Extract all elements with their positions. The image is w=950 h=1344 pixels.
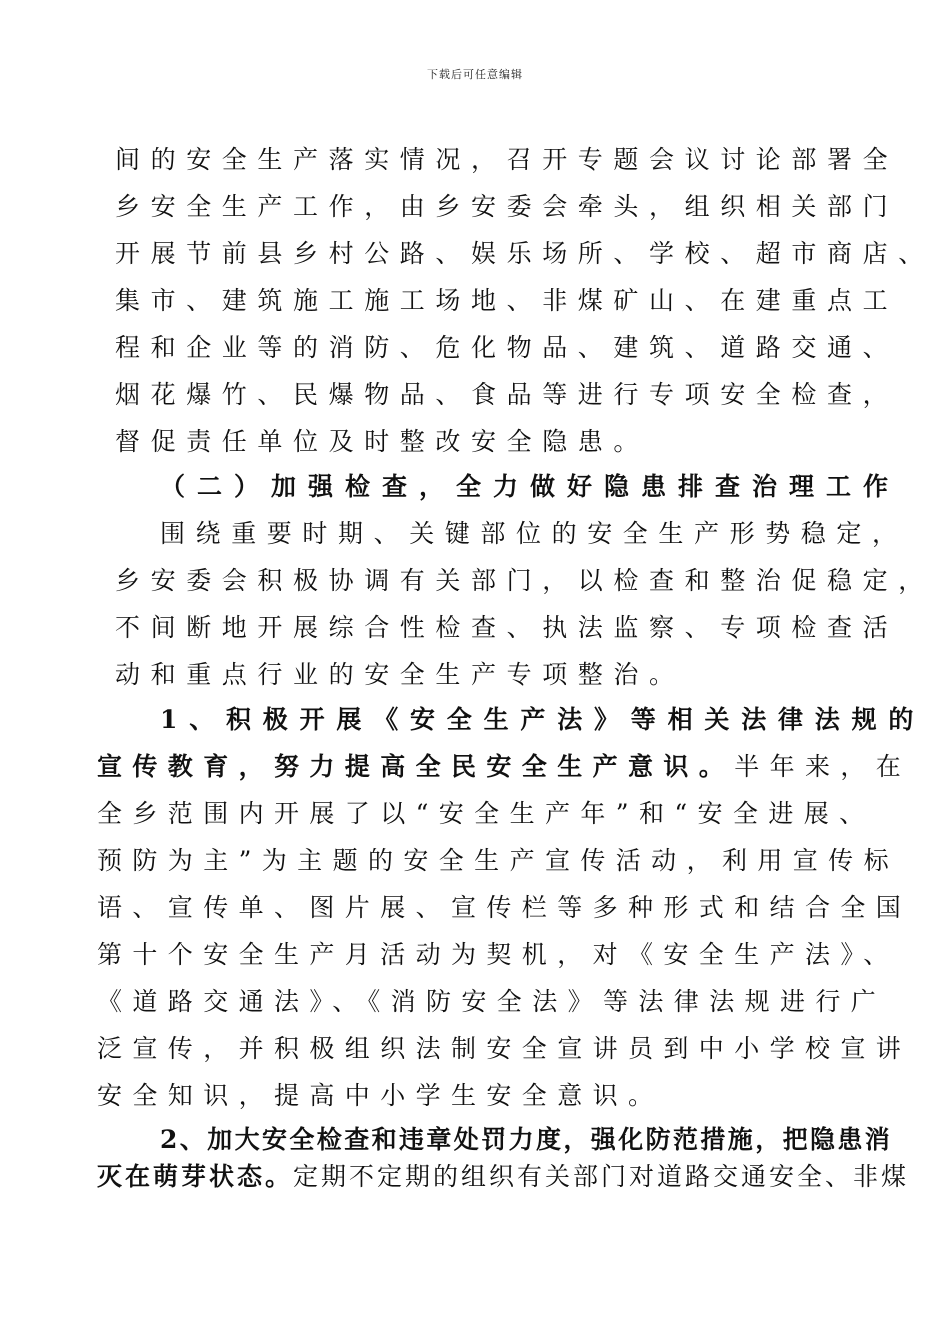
body-line: 预防为主”为主题的安全生产宣传活动，利用宣传标 [97, 846, 899, 875]
para-lead-rest: 定期不定期的组织有关部门对道路交通安全、非煤 [293, 1162, 910, 1191]
para-lead-rest: 半年来，在 [734, 752, 912, 781]
body-line: 集市、建筑施工施工场地、非煤矿山、在建重点工 [115, 286, 899, 315]
body-line [97, 752, 911, 782]
body-line: 开展节前县乡村公路、娱乐场所、学校、超市商店、 [115, 239, 934, 268]
body-line: 语、宣传单、图片展、宣传栏等多种形式和结合全国 [97, 893, 912, 922]
body-line: 间的安全生产落实情况，召开专题会议讨论部署全 [115, 145, 899, 174]
body-line: 围绕重要时期、关键部位的安全生产形势稳定， [160, 519, 908, 548]
section-heading: （二）加强检查，全力做好隐患排查治理工作 [160, 472, 901, 501]
para-lead-line: 2、加大安全检查和违章处罚力度，强化防范措施，把隐患消 [160, 1125, 893, 1154]
body-line: 安全知识，提高中小学生安全意识。 [97, 1081, 664, 1110]
para-lead-bold: 灭在萌芽状态。 [97, 1162, 294, 1191]
body-line: 全乡范围内开展了以“安全生产年”和“安全进展、 [97, 799, 875, 828]
body-line: 督促责任单位及时整改安全隐患。 [115, 427, 650, 456]
para-lead-line: 1、积极开展《安全生产法》等相关法律法规的 [160, 705, 926, 734]
para-lead-bold: 宣传教育，努力提高全民安全生产意识。 [97, 752, 735, 781]
body-line: 动和重点行业的安全生产专项整治。 [115, 660, 685, 689]
body-line [97, 1162, 909, 1192]
body-line: 乡安委会积极协调有关部门，以检查和整治促稳定， [115, 566, 934, 595]
body-line: 乡安全生产工作，由乡安委会牵头，组织相关部门 [115, 192, 899, 221]
body-line: 烟花爆竹、民爆物品、食品等进行专项安全检查， [115, 380, 899, 409]
page-header: 下载后可任意编辑 [427, 68, 523, 81]
body-line: 程和企业等的消防、危化物品、建筑、道路交通、 [115, 333, 899, 362]
body-line: 第十个安全生产月活动为契机，对《安全生产法》、 [97, 940, 899, 969]
body-line: 泛宣传，并积极组织法制安全宣讲员到中小学校宣讲 [97, 1034, 912, 1063]
body-line: 不间断地开展综合性检查、执法监察、专项检查活 [115, 613, 899, 642]
body-line: 《道路交通法》、《消防安全法》等法律法规进行广 [97, 987, 887, 1016]
